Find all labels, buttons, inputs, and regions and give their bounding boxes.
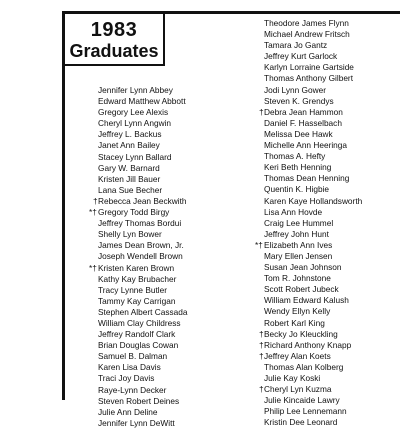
- graduate-entry: [264, 29, 362, 40]
- graduate-entry: [98, 407, 187, 418]
- graduate-entry: [264, 262, 362, 273]
- graduate-name: Craig Lee Hummel: [264, 217, 334, 228]
- graduate-name: Tammy Kay Carrigan: [98, 295, 176, 306]
- graduate-entry: [98, 118, 187, 129]
- honor-mark: †: [259, 106, 264, 117]
- honor-mark: †: [259, 350, 264, 361]
- graduate-name: Tracy Lynne Butler: [98, 284, 168, 295]
- graduate-name: Jeffrey Alan Koets: [264, 350, 331, 361]
- graduate-name: Traci Joy Davis: [98, 373, 155, 384]
- graduate-name: Richard Anthony Knapp: [264, 339, 352, 350]
- graduate-name: Michael Andrew Fritsch: [264, 29, 350, 40]
- graduate-entry: [264, 251, 362, 262]
- graduate-entry: [264, 173, 362, 184]
- graduate-entry: [264, 318, 362, 329]
- graduate-entry: [98, 340, 187, 351]
- graduate-entry: [264, 196, 362, 207]
- graduate-name: Robert Karl King: [264, 317, 325, 328]
- graduate-entry: [264, 406, 362, 417]
- graduate-name: Tom R. Johnstone: [264, 273, 331, 284]
- graduate-name: Wendy Ellyn Kelly: [264, 306, 331, 317]
- graduate-name: Raye-Lynn Decker: [98, 384, 167, 395]
- graduate-entry: [264, 306, 362, 317]
- honor-mark: *†: [255, 239, 263, 250]
- graduate-entry: [93, 195, 187, 207]
- graduate-name: Gary W. Barnard: [98, 162, 160, 173]
- graduate-entry: [98, 373, 187, 384]
- graduate-name: Thomas Dean Henning: [264, 173, 350, 184]
- graduate-name: Scott Robert Jubeck: [264, 284, 339, 295]
- graduate-name: Jeffrey Kurt Garlock: [264, 51, 338, 62]
- graduate-entry: [264, 273, 362, 284]
- graduate-name: Michelle Ann Heeringa: [264, 140, 348, 151]
- graduate-name: Shelly Lyn Bower: [98, 229, 162, 240]
- graduate-name: Lana Sue Becher: [98, 184, 163, 195]
- graduates-column-right: [255, 18, 363, 428]
- graduate-name: Steven K. Grendys: [264, 95, 334, 106]
- graduate-entry: [264, 295, 362, 306]
- graduate-entry: [264, 417, 362, 428]
- graduate-entry: [264, 118, 362, 129]
- graduate-name: Kristen Karen Brown: [98, 262, 175, 273]
- graduate-name: Brian Douglas Cowan: [98, 340, 179, 351]
- graduate-name: Thomas A. Hefty: [264, 151, 326, 162]
- graduate-name: Jennifer Lynn DeWitt: [98, 417, 175, 428]
- graduate-entry: [98, 285, 187, 296]
- graduate-name: Gregory Todd Birgy: [98, 207, 170, 218]
- graduate-entry: [264, 40, 362, 51]
- graduate-entry: [264, 85, 362, 96]
- graduate-name: Jennifer Lynn Abbey: [98, 85, 173, 95]
- graduate-name: Cheryl Lyn Kuzma: [264, 384, 332, 395]
- graduate-name: Jeffrey John Hunt: [264, 228, 329, 239]
- graduate-name: Julie Kincaide Lawry: [264, 395, 340, 406]
- graduate-entry: [264, 62, 362, 73]
- graduate-name: Mary Ellen Jensen: [264, 250, 333, 261]
- graduate-name: Cheryl Lynn Angwin: [98, 118, 172, 129]
- graduate-name: Kathy Kay Brubacher: [98, 273, 177, 284]
- graduate-entry: [89, 207, 187, 218]
- graduate-name: Rebecca Jean Beckwith: [98, 195, 187, 206]
- graduate-name: Becky Jo Kleuckling: [264, 328, 338, 339]
- graduate-name: Steven Robert Deines: [98, 395, 180, 406]
- graduate-entry: [259, 384, 362, 395]
- graduate-name: Joseph Wendell Brown: [98, 251, 183, 262]
- honor-mark: †: [93, 195, 98, 206]
- graduate-entry: [264, 162, 362, 173]
- graduate-entry: [98, 96, 187, 107]
- graduate-entry: [98, 140, 187, 151]
- graduate-entry: [264, 18, 362, 29]
- frame-left-rule: [62, 11, 65, 400]
- honor-mark: †: [259, 339, 264, 350]
- graduate-name: Jeffrey L. Backus: [98, 129, 162, 140]
- graduate-entry: [98, 152, 187, 163]
- graduate-name: Thomas Anthony Gilbert: [264, 73, 354, 84]
- title-word: Graduates: [69, 41, 159, 61]
- honor-mark: *†: [89, 207, 97, 218]
- graduate-name: Theodore James Flynn: [264, 18, 349, 28]
- graduate-entry: [98, 251, 187, 262]
- graduate-entry: [259, 106, 362, 118]
- graduate-name: Melissa Dee Hawk: [264, 128, 333, 139]
- graduate-name: Kristen Jill Bauer: [98, 173, 161, 184]
- graduate-name: Stephen Albert Cassada: [98, 306, 188, 317]
- graduate-entry: [98, 129, 187, 140]
- graduate-name: Stacey Lynn Ballard: [98, 151, 172, 162]
- graduate-entry: [98, 329, 187, 340]
- graduate-entry: [259, 328, 362, 340]
- graduates-column-left: [89, 85, 188, 429]
- graduate-name: William Edward Kalush: [264, 295, 349, 306]
- graduate-entry: [264, 151, 362, 162]
- graduate-name: Karen Kaye Hollandsworth: [264, 195, 363, 206]
- graduate-name: Debra Jean Hammon: [264, 106, 343, 117]
- graduate-name: Gregory Lee Alexis: [98, 107, 169, 118]
- title-box: [65, 14, 165, 66]
- graduate-entry: [98, 274, 187, 285]
- graduate-entry: [264, 229, 362, 240]
- graduate-entry: [264, 284, 362, 295]
- graduate-name: Kristin Dee Leonard: [264, 417, 338, 428]
- graduate-entry: [264, 129, 362, 140]
- graduate-name: Julie Kay Koski: [264, 373, 321, 383]
- graduate-name: Julie Ann Deline: [98, 406, 158, 417]
- honor-mark: †: [259, 384, 264, 395]
- graduate-name: Samuel B. Dalman: [98, 351, 168, 362]
- graduate-entry: [98, 396, 187, 407]
- graduate-name: Susan Jean Johnson: [264, 262, 342, 273]
- graduate-entry: [98, 218, 187, 229]
- graduate-name: Tamara Jo Gantz: [264, 40, 328, 51]
- graduate-entry: [264, 73, 362, 84]
- graduate-entry: [264, 207, 362, 218]
- graduate-name: Philip Lee Lennemann: [264, 406, 347, 417]
- graduate-entry: [264, 140, 362, 151]
- graduate-entry: [98, 163, 187, 174]
- graduate-name: Jeffrey Thomas Bordui: [98, 218, 182, 229]
- graduate-entry: [98, 362, 187, 373]
- graduate-entry: [98, 296, 187, 307]
- graduate-entry: [98, 351, 187, 362]
- graduate-entry: [89, 262, 187, 274]
- graduate-entry: [264, 51, 362, 62]
- graduate-entry: [98, 385, 187, 396]
- graduate-name: Edward Matthew Abbott: [98, 96, 186, 107]
- graduate-entry: [255, 239, 362, 251]
- graduate-entry: [264, 373, 362, 384]
- graduate-entry: [259, 350, 362, 362]
- graduate-entry: [98, 85, 187, 96]
- graduate-name: Quentin K. Higbie: [264, 184, 330, 195]
- graduate-entry: [98, 318, 187, 329]
- graduate-name: Keri Beth Henning: [264, 162, 332, 173]
- graduate-name: Thomas Alan Kolberg: [264, 361, 344, 372]
- graduate-entry: [98, 229, 187, 240]
- graduate-entry: [264, 184, 362, 195]
- graduate-entry: [98, 307, 187, 318]
- graduate-name: Lisa Ann Hovde: [264, 206, 323, 217]
- graduate-entry: [264, 395, 362, 406]
- graduate-entry: [98, 418, 187, 429]
- graduate-name: Daniel F. Hasselbach: [264, 117, 342, 128]
- honor-mark: *†: [89, 262, 97, 273]
- graduate-entry: [98, 240, 187, 251]
- graduate-name: Janet Ann Bailey: [98, 140, 160, 151]
- honor-mark: †: [259, 328, 264, 339]
- graduate-name: Karen Lisa Davis: [98, 362, 161, 373]
- graduate-entry: [264, 96, 362, 107]
- graduate-name: Elizabeth Ann Ives: [264, 239, 333, 250]
- graduate-entry: [98, 107, 187, 118]
- graduate-entry: [264, 218, 362, 229]
- graduate-entry: [259, 339, 362, 351]
- graduate-name: Jodi Lynn Gower: [264, 84, 326, 95]
- graduate-name: James Dean Brown, Jr.: [98, 240, 184, 251]
- graduate-entry: [98, 174, 187, 185]
- graduate-entry: [264, 362, 362, 373]
- graduate-name: William Clay Childress: [98, 317, 181, 328]
- graduate-name: Karlyn Lorraine Gartside: [264, 62, 354, 73]
- graduate-name: Jeffrey Randolf Clark: [98, 329, 176, 340]
- graduate-entry: [98, 185, 187, 196]
- title-year: 1983: [90, 19, 138, 41]
